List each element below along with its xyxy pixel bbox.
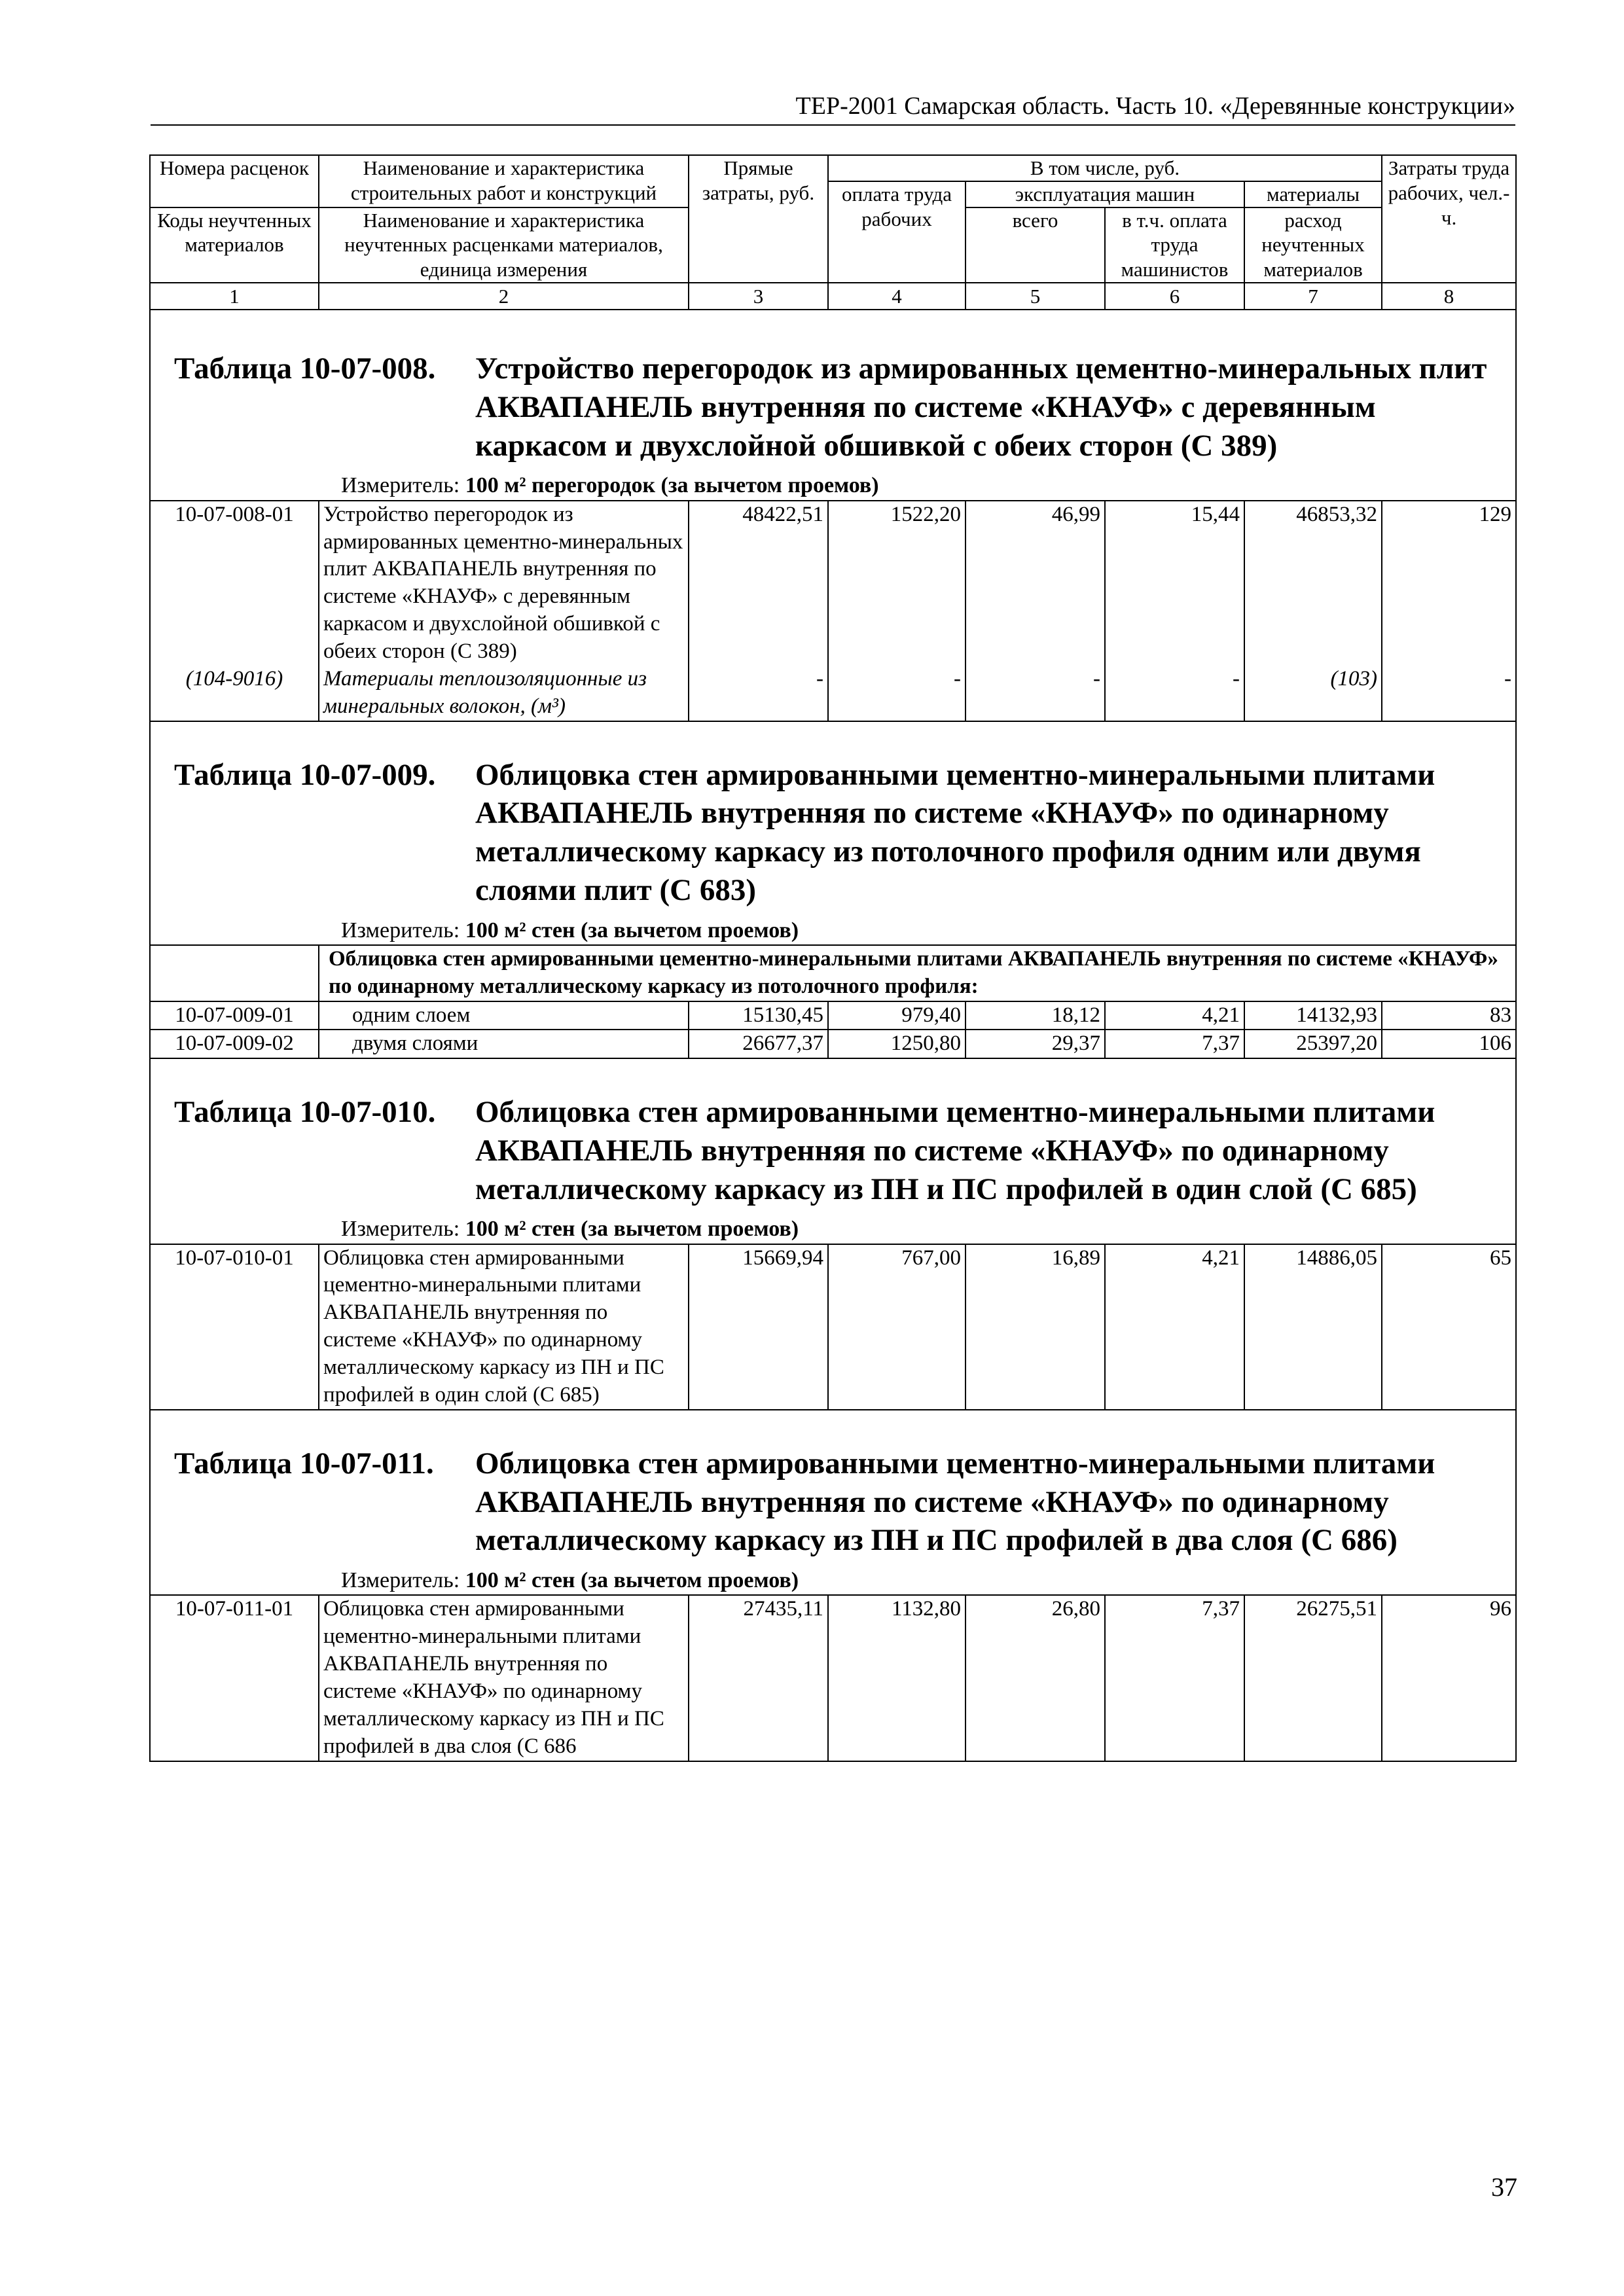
- value-c3: -: [689, 666, 828, 721]
- value-c8: 83: [1382, 1001, 1516, 1030]
- measure-label: Измеритель:: [341, 1568, 460, 1592]
- col-number: 6: [1105, 283, 1244, 310]
- value-c5: 46,99: [965, 501, 1105, 666]
- table-row: [150, 1244, 1516, 1410]
- rate-name: двумя слоями: [319, 1030, 689, 1058]
- col-number: 1: [150, 283, 319, 310]
- table-row: [150, 501, 1516, 666]
- value-c6: 15,44: [1105, 501, 1244, 666]
- rate-code: 10-07-009-01: [150, 1001, 319, 1030]
- measure-label: Измеритель:: [341, 1217, 460, 1242]
- col3-header: Прямые затраты, руб.: [689, 155, 828, 283]
- value-c6: 7,37: [1105, 1595, 1244, 1761]
- value-c3: 26677,37: [689, 1030, 828, 1058]
- measure: [154, 1215, 1511, 1243]
- table-row: [150, 1030, 1516, 1058]
- col7-header: расход неучтенных материалов: [1244, 207, 1382, 283]
- value-c4: 767,00: [828, 1244, 965, 1410]
- col1-header-top: Номера расценок: [150, 155, 319, 207]
- rate-name: одним слоем: [319, 1001, 689, 1030]
- value-c4: 1132,80: [828, 1595, 965, 1761]
- value-c6: 4,21: [1105, 1001, 1244, 1030]
- rate-name: Устройство перегородок из армированных цементно-минеральных плит АКВАПАНЕЛЬ внутренняя по системе «КНАУФ» с деревянным каркасом и двухслойной обшивкой с обеих сторон (С 389): [319, 501, 689, 666]
- table-heading: Облицовка стен армированными цементно-минеральными плитами АКВАПАНЕЛЬ внутренняя по системе «КНАУФ» по одинарному металлическому каркасу из ПН и ПС профилей в два слоя (С 686): [475, 1446, 1435, 1558]
- value-c3: 15669,94: [689, 1244, 828, 1410]
- measure-value: 100 м² стен (за вычетом проемов): [465, 1568, 799, 1592]
- col-number: 8: [1382, 283, 1516, 310]
- table-label: Таблица 10-07-008.: [174, 351, 436, 386]
- col-number: 3: [689, 283, 828, 310]
- machines-header: эксплуатация машин: [965, 181, 1244, 207]
- price-table: [149, 154, 1517, 1762]
- incl-header: В том числе, руб.: [828, 155, 1382, 181]
- col6-header: в т.ч. оплата труда машинистов: [1105, 207, 1244, 283]
- measure-value: 100 м² перегородок (за вычетом проемов): [465, 473, 879, 498]
- value-c7: 25397,20: [1244, 1030, 1382, 1058]
- measure: [154, 916, 1511, 944]
- page-number: 37: [1491, 2172, 1517, 2202]
- table-row: [150, 666, 1516, 721]
- value-c5: 18,12: [965, 1001, 1105, 1030]
- col8-header: Затраты труда рабочих, чел.-ч.: [1382, 155, 1516, 283]
- measure-value: 100 м² стен (за вычетом проемов): [465, 918, 799, 942]
- subheading: Облицовка стен армированными цементно-минеральными плитами АКВАПАНЕЛЬ внутренняя по системе «КНАУФ» по одинарному металлическому каркасу из потолочного профиля:: [319, 945, 1516, 1001]
- col-number: 7: [1244, 283, 1382, 310]
- col-number: 5: [965, 283, 1105, 310]
- material-code: (104-9016): [150, 666, 319, 721]
- table-title: [150, 310, 1516, 500]
- value-c6: -: [1105, 666, 1244, 721]
- rate-code: 10-07-008-01: [150, 501, 319, 666]
- col4-header: оплата труда рабочих: [828, 181, 965, 283]
- page-header: ТЕР-2001 Самарская область. Часть 10. «Деревянные конструкции»: [151, 92, 1515, 126]
- materials-header: материалы: [1244, 181, 1382, 207]
- measure: [154, 1566, 1511, 1594]
- table-row: [150, 1001, 1516, 1030]
- table-label: Таблица 10-07-010.: [174, 1095, 436, 1130]
- rate-code: 10-07-011-01: [150, 1595, 319, 1761]
- table-heading: Облицовка стен армированными цементно-минеральными плитами АКВАПАНЕЛЬ внутренняя по системе «КНАУФ» по одинарному металлическому каркасу из ПН и ПС профилей в один слой (С 685): [475, 1095, 1435, 1206]
- col2-header-bottom: Наименование и характеристика неучтенных расценками материалов, единица измерения: [319, 207, 689, 283]
- value-c7: 46853,32: [1244, 501, 1382, 666]
- value-c8: 65: [1382, 1244, 1516, 1410]
- col1-header-bottom: Коды неучтенных материалов: [150, 207, 319, 283]
- measure-label: Измеритель:: [341, 473, 460, 498]
- value-c3: 15130,45: [689, 1001, 828, 1030]
- table-label: Таблица 10-07-009.: [174, 757, 436, 792]
- value-c6: 7,37: [1105, 1030, 1244, 1058]
- material-name: Материалы теплоизоляционные из минеральных волокон, (м³): [319, 666, 689, 721]
- value-c8: 106: [1382, 1030, 1516, 1058]
- table-title: [150, 1410, 1516, 1595]
- value-c5: 16,89: [965, 1244, 1105, 1410]
- value-c3: 48422,51: [689, 501, 828, 666]
- value-c7: (103): [1244, 666, 1382, 721]
- value-c6: 4,21: [1105, 1244, 1244, 1410]
- value-c8: 129: [1382, 501, 1516, 666]
- col5-header: всего: [965, 207, 1105, 283]
- rate-code: 10-07-010-01: [150, 1244, 319, 1410]
- value-c7: 14132,93: [1244, 1001, 1382, 1030]
- col-number: 4: [828, 283, 965, 310]
- value-c4: 979,40: [828, 1001, 965, 1030]
- rate-name: Облицовка стен армированными цементно-минеральными плитами АКВАПАНЕЛЬ внутренняя по системе «КНАУФ» по одинарному металлическому каркасу из ПН и ПС профилей в один слой (С 685): [319, 1244, 689, 1410]
- col-number: 2: [319, 283, 689, 310]
- value-c3: 27435,11: [689, 1595, 828, 1761]
- value-c4: 1250,80: [828, 1030, 965, 1058]
- table-title: [150, 721, 1516, 945]
- value-c5: -: [965, 666, 1105, 721]
- value-c5: 26,80: [965, 1595, 1105, 1761]
- value-c5: 29,37: [965, 1030, 1105, 1058]
- value-c7: 26275,51: [1244, 1595, 1382, 1761]
- value-c7: 14886,05: [1244, 1244, 1382, 1410]
- table-heading: Устройство перегородок из армированных цементно-минеральных плит АКВАПАНЕЛЬ внутренняя по системе «КНАУФ» с деревянным каркасом и двухслойной обшивкой с обеих сторон (С 389): [475, 351, 1487, 463]
- value-c4: 1522,20: [828, 501, 965, 666]
- rate-code: 10-07-009-02: [150, 1030, 319, 1058]
- table-title: [150, 1058, 1516, 1244]
- value-c8: 96: [1382, 1595, 1516, 1761]
- value-c4: -: [828, 666, 965, 721]
- measure-label: Измеритель:: [341, 918, 460, 942]
- value-c8: -: [1382, 666, 1516, 721]
- rate-name: Облицовка стен армированными цементно-минеральными плитами АКВАПАНЕЛЬ внутренняя по системе «КНАУФ» по одинарному металлическому каркасу из ПН и ПС профилей в два слоя (С 686: [319, 1595, 689, 1761]
- col2-header-top: Наименование и характеристика строительных работ и конструкций: [319, 155, 689, 207]
- table-heading: Облицовка стен армированными цементно-минеральными плитами АКВАПАНЕЛЬ внутренняя по системе «КНАУФ» по одинарному металлическому каркасу из потолочного профиля одним или двумя слоями плит (С 683): [475, 757, 1435, 907]
- table-row: [150, 1595, 1516, 1761]
- table-label: Таблица 10-07-011.: [174, 1446, 434, 1480]
- measure-value: 100 м² стен (за вычетом проемов): [465, 1217, 799, 1242]
- measure: [154, 471, 1511, 499]
